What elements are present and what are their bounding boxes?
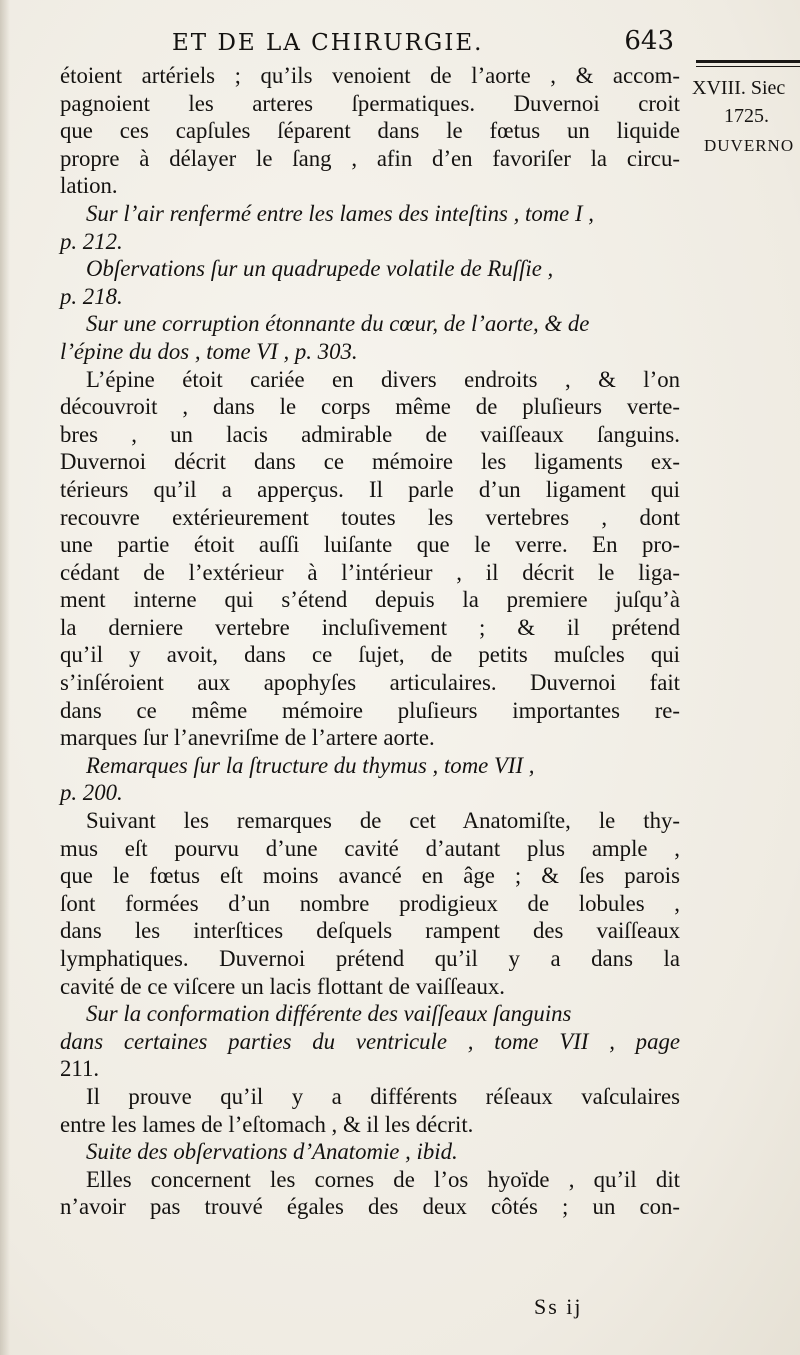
text-line: térieurs qu’il a apperçus. Il parle d’un ligament qui xyxy=(60,476,680,502)
page-header xyxy=(60,18,680,62)
text-line: bres , un lacis admirable de vaiſſeaux ſanguins. xyxy=(60,421,680,447)
text-line: lation. xyxy=(60,173,118,199)
text-line: p. 212. xyxy=(60,228,123,254)
margin-author: DUVERNO xyxy=(704,136,795,155)
text-line: 211. xyxy=(60,1056,100,1082)
text-line: marques ſur l’anevriſme de l’artere aorte. xyxy=(60,725,435,751)
text-line: Suite des obſervations d’Anatomie , ibid. xyxy=(86,1139,458,1165)
text-line: Suivant les remarques de cet Anatomiſte, le thy- xyxy=(86,808,680,834)
text-line: Duvernoi décrit dans ce mémoire les ligaments ex- xyxy=(60,449,680,475)
text-line: qu’il y avoit, dans ce ſujet, de petits muſcles qui xyxy=(60,642,680,668)
text-line: dans ce même mémoire pluſieurs importantes re- xyxy=(60,697,680,723)
text-line: L’épine étoit cariée en divers endroits , & l’on xyxy=(86,366,680,392)
text-line: Elles concernent les cornes de l’os hyoïde , qu’il dit xyxy=(86,1166,680,1192)
body-text xyxy=(60,62,680,1221)
text-line: dans les interſtices deſquels rampent des vaiſſeaux xyxy=(60,918,680,944)
text-line: cédant de l’extérieur à l’intérieur , il décrit le liga- xyxy=(60,559,680,585)
text-line: entre les lames de l’eſtomach , & il les décrit. xyxy=(60,1111,474,1137)
text-line: que ces capſules ſéparent dans le fœtus un liquide xyxy=(60,118,680,144)
margin-century: XVIII. Siec xyxy=(692,77,786,99)
text-line: Obſervations ſur un quadrupede volatile de Ruſſie , xyxy=(86,256,554,282)
text-line: Remarques ſur la ſtructure du thymus , tome VII , xyxy=(86,752,535,778)
text-line: n’avoir pas trouvé égales des deux côtés ; un con- xyxy=(60,1194,680,1220)
text-line: l’épine du dos , tome VI , p. 303. xyxy=(60,338,358,364)
text-line: recouvre extérieurement toutes les vertebres , dont xyxy=(60,504,680,530)
text-line: ſont formées d’un nombre prodigieux de lobules , xyxy=(60,890,680,916)
margin-notes xyxy=(684,60,800,156)
text-line: cavité de ce viſcere un lacis flottant de vaiſſeaux. xyxy=(60,973,505,999)
text-line: Sur la conformation différente des vaiſſeaux ſanguins xyxy=(86,1001,572,1027)
text-line: dans certaines parties du ventricule , tome VII , page xyxy=(60,1028,680,1054)
margin-year: 1725. xyxy=(724,105,769,127)
text-line: étoient artériels ; qu’ils venoient de l’aorte , & accom- xyxy=(60,63,680,88)
text-line: lymphatiques. Duvernoi prétend qu’il y a dans la xyxy=(60,946,680,971)
text-line: mus eſt pourvu d’une cavité d’autant plus ample , xyxy=(60,835,680,861)
text-line: la derniere vertebre incluſivement ; & il prétend xyxy=(60,614,680,640)
page-number: 643 xyxy=(624,26,674,56)
text-line: ment interne qui s’étend depuis la premiere juſqu’à xyxy=(60,587,680,613)
text-line: Sur l’air renfermé entre les lames des inteſtins , tome I , xyxy=(86,200,594,226)
margin-rule xyxy=(696,60,800,67)
text-line: s’inſéroient aux apophyſes articulaires. Duvernoi fait xyxy=(60,670,680,696)
running-head: ET DE LA CHIRURGIE. xyxy=(172,30,484,56)
text-line: une partie étoit auſſi luiſante que le verre. En pro- xyxy=(60,532,680,558)
text-line: propre à délayer le ſang , afin d’en favoriſer la circu- xyxy=(60,145,680,171)
text-line: p. 218. xyxy=(60,283,123,309)
text-line: pagnoient les arteres ſpermatiques. Duvernoi croit xyxy=(60,90,680,116)
page-edge-shadow xyxy=(0,0,10,1355)
text-line: p. 200. xyxy=(60,780,123,806)
text-line: Sur une corruption étonnante du cœur, de l’aorte, & de xyxy=(86,311,590,337)
text-line: découvroit , dans le corps même de pluſieurs verte- xyxy=(60,394,680,420)
text-line: Il prouve qu’il y a différents réſeaux vaſculaires xyxy=(86,1083,680,1109)
signature-mark: Ss ij xyxy=(534,1294,583,1319)
text-line: que le fœtus eſt moins avancé en âge ; & ſes parois xyxy=(60,863,680,889)
